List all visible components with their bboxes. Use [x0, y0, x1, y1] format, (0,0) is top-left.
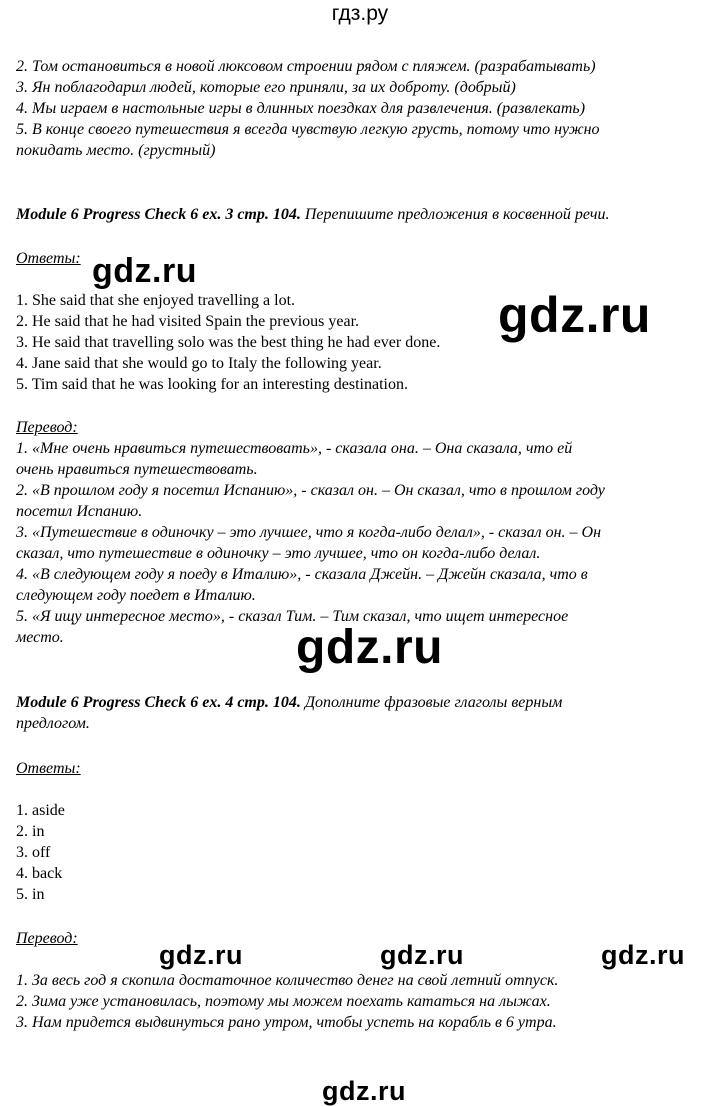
answer-line: 2. in	[16, 823, 45, 840]
translation-line: следующем году поедет в Италию.	[16, 587, 256, 604]
watermark: gdz.ru	[498, 287, 651, 343]
site-header[interactable]: гдз.ру	[331, 2, 389, 25]
translation-line: 2. «В прошлом году я посетил Испанию», - сказал он. – Он сказал, что в прошлом году	[16, 482, 605, 499]
translation-line: 1. За весь год я скопила достаточное количество денег на свой летний отпуск.	[16, 972, 559, 989]
translation-line: 1. «Мне очень нравиться путешествовать», - сказала она. – Она сказала, что ей	[16, 440, 573, 457]
answer-line: 3. He said that travelling solo was the best thing he had ever done.	[16, 334, 441, 351]
answer-line: 4. Jane said that she would go to Italy the following year.	[16, 355, 382, 372]
translation-line: очень нравиться путешествовать.	[16, 461, 258, 478]
translation-line: посетил Испанию.	[16, 503, 143, 520]
answer-line: 5. Tim said that he was looking for an interesting destination.	[16, 376, 408, 393]
answer-line: 5. in	[16, 886, 45, 903]
section2-title-bold: Module 6 Progress Check 6 ex. 4 стр. 104.	[16, 694, 301, 711]
translation-line: 2. Зима уже установилась, поэтому мы можем поехать кататься на лыжах.	[16, 993, 551, 1010]
watermark: gdz.ru	[159, 940, 243, 970]
answer-line: 2. He said that he had visited Spain the previous year.	[16, 313, 360, 330]
translation-line: 4. «В следующем году я поеду в Италию», - сказала Джейн. – Джейн сказала, что в	[16, 566, 588, 583]
watermark: gdz.ru	[322, 1076, 406, 1106]
section1-answers	[16, 290, 440, 395]
section1-title	[16, 204, 609, 225]
watermark: gdz.ru	[601, 940, 685, 970]
intro-line: 4. Мы играем в настольные игры в длинных поездках для развлечения. (развлекать)	[16, 100, 586, 117]
translation-line: 5. «Я ищу интересное место», - сказал Тим. – Тим сказал, что ищет интересное	[16, 608, 569, 625]
answer-line: 4. back	[16, 865, 63, 882]
watermark: gdz.ru	[92, 252, 197, 290]
section2-answers	[16, 800, 65, 905]
watermark: gdz.ru	[296, 621, 443, 674]
section2-title-line2: предлогом.	[16, 715, 90, 732]
answer-line: 3. off	[16, 844, 51, 861]
intro-line: 3. Ян поблагодарил людей, которые его приняли, за их доброту. (добрый)	[16, 79, 516, 96]
intro-lines	[16, 56, 600, 161]
section2-translation	[16, 970, 558, 1033]
section1-title-bold: Module 6 Progress Check 6 ex. 3 стр. 104.	[16, 206, 301, 223]
watermark: gdz.ru	[380, 940, 464, 970]
intro-line: покидать место. (грустный)	[16, 142, 216, 159]
translation-line: сказал, что путешествие в одиночку – это лучшее, что он когда-либо делал.	[16, 545, 541, 562]
translation-line: место.	[16, 629, 64, 646]
section2-title-rest: Дополните фразовые глаголы верным	[300, 694, 563, 711]
section2-translation-label: Перевод:	[16, 930, 78, 947]
section1-answers-label: Ответы:	[16, 250, 81, 267]
section1-translation-label: Перевод:	[16, 419, 78, 436]
translation-line: 3. Нам придется выдвинуться рано утром, чтобы успеть на корабль в 6 утра.	[16, 1014, 557, 1031]
section1-title-rest: Перепишите предложения в косвенной речи.	[300, 206, 610, 223]
answer-line: 1. aside	[16, 802, 65, 819]
translation-line: 3. «Путешествие в одиночку – это лучшее, что я когда-либо делал», - сказал он. – Он	[16, 524, 602, 541]
intro-line: 5. В конце своего путешествия я всегда чувствую легкую грусть, потому что нужно	[16, 121, 600, 138]
section2-answers-label: Ответы:	[16, 760, 81, 777]
section2-title	[16, 692, 562, 734]
answer-line: 1. She said that she enjoyed travelling a lot.	[16, 292, 296, 309]
intro-line: 2. Том остановиться в новой люксовом строении рядом с пляжем. (разрабатывать)	[16, 58, 596, 75]
section1-translation	[16, 438, 605, 648]
